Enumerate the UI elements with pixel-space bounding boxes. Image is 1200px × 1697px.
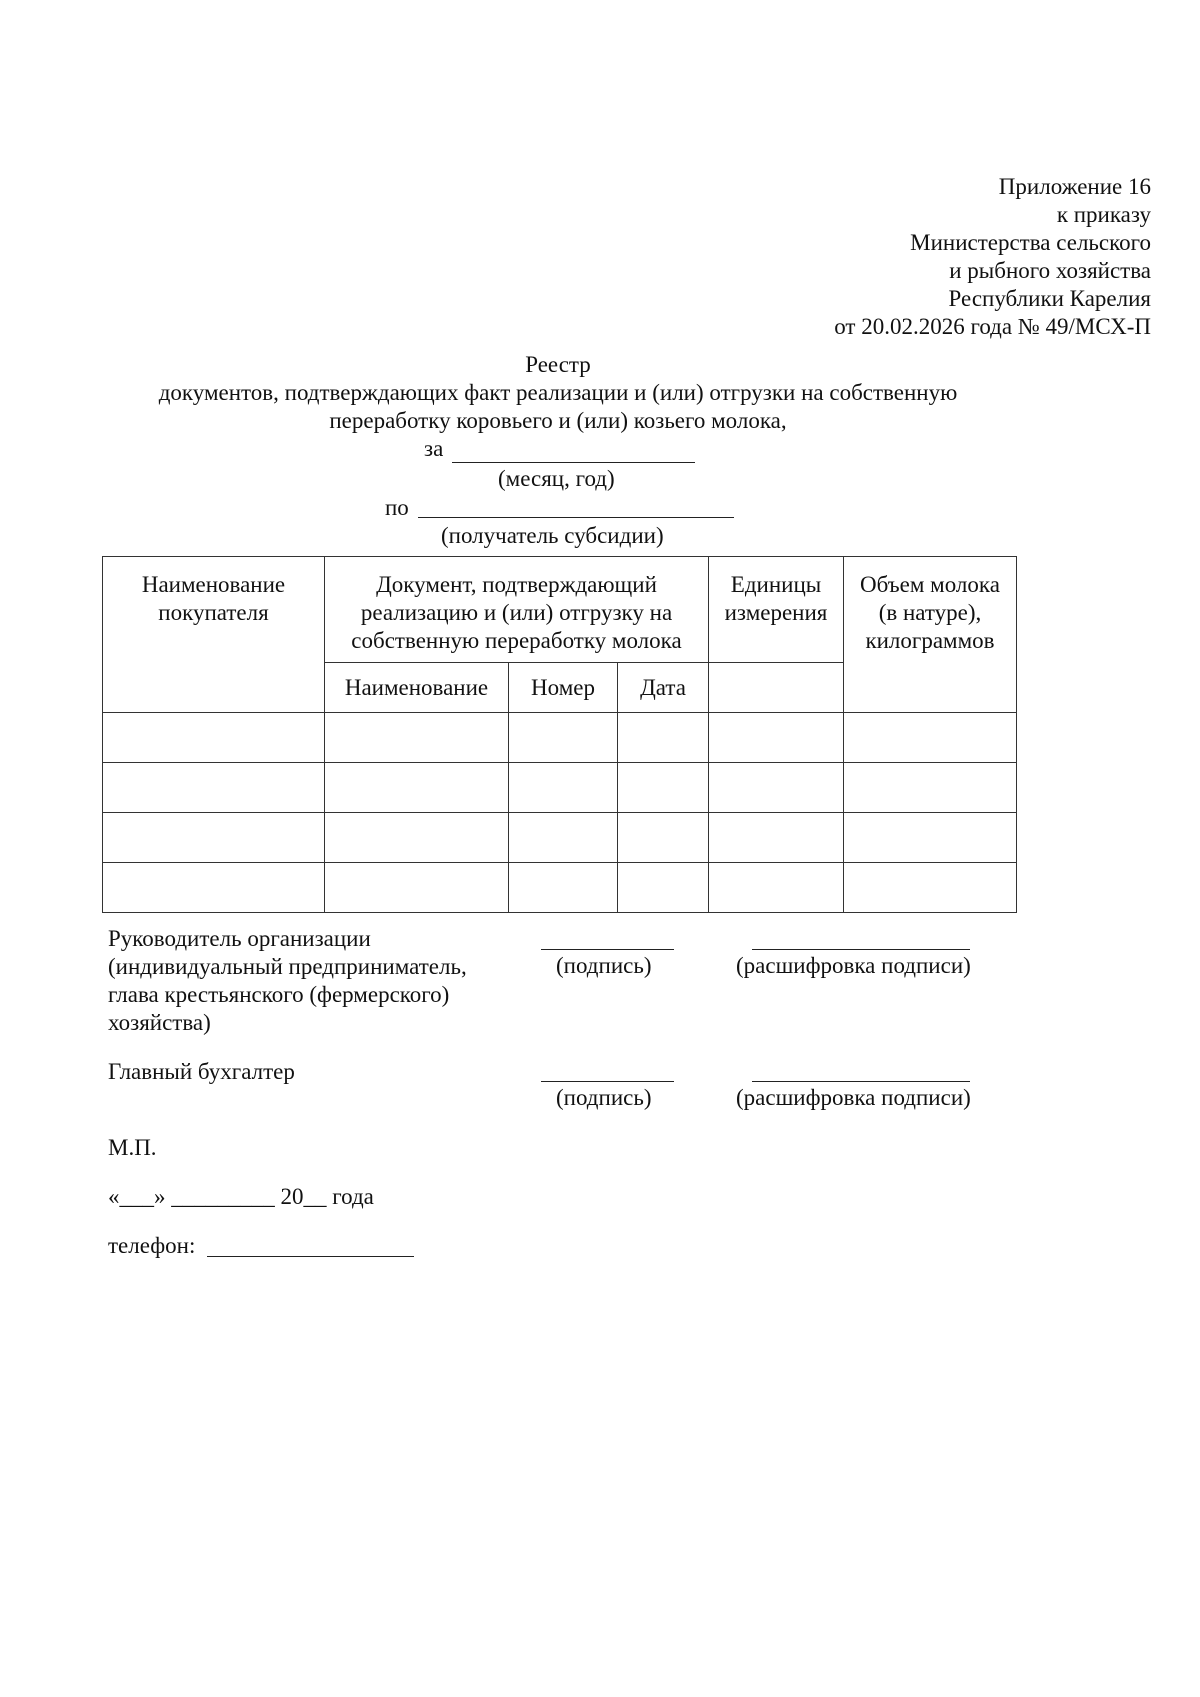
accountant-label: Главный бухгалтер	[108, 1059, 295, 1084]
appendix-line: Министерства сельского	[910, 230, 1151, 255]
head-decode-field[interactable]	[752, 949, 970, 950]
header-document: Документ, подтверждающий реализацию и (или) отгрузку на собственную переработку молока	[325, 557, 709, 663]
table-cell[interactable]	[509, 863, 618, 913]
document-title	[0, 351, 1116, 435]
table-cell[interactable]	[618, 763, 709, 813]
table-cell[interactable]	[325, 813, 509, 863]
head-signatory-label: Руководитель организации (индивидуальный предприниматель, глава крестьянского (фермерского) хозяйства)	[108, 926, 467, 1035]
date-field[interactable]: «___» _________ 20__ года	[108, 1184, 374, 1209]
table-cell[interactable]	[618, 713, 709, 763]
stamp-label: М.П.	[108, 1135, 157, 1160]
table-cell[interactable]	[709, 863, 844, 913]
accountant-decode-field[interactable]	[752, 1081, 970, 1082]
accountant-signature-caption: (подпись)	[556, 1085, 652, 1110]
recipient-caption: (получатель субсидии)	[441, 523, 664, 548]
accountant-signature-field[interactable]	[541, 1081, 674, 1082]
table-cell[interactable]	[325, 863, 509, 913]
appendix-line: Приложение 16	[998, 174, 1151, 199]
table-cell[interactable]	[103, 813, 325, 863]
table-row	[103, 713, 1017, 763]
table-cell[interactable]	[325, 713, 509, 763]
table-cell[interactable]	[709, 713, 844, 763]
head-signature-caption: (подпись)	[556, 953, 652, 978]
table-cell[interactable]	[618, 813, 709, 863]
header-units-empty	[709, 663, 844, 713]
table-cell[interactable]	[709, 813, 844, 863]
table-row	[103, 813, 1017, 863]
title-line-2: переработку коровьего и (или) козьего молока,	[329, 408, 787, 433]
appendix-line: и рыбного хозяйства	[949, 258, 1151, 283]
header-buyer: Наименование покупателя	[103, 557, 325, 713]
table-cell[interactable]	[103, 713, 325, 763]
appendix-header	[834, 173, 1151, 341]
table-cell[interactable]	[103, 763, 325, 813]
table-cell[interactable]	[103, 863, 325, 913]
header-units: Единицы измерения	[709, 557, 844, 663]
phone-label: телефон:	[108, 1233, 196, 1258]
table-row	[103, 863, 1017, 913]
header-volume: Объем молока (в натуре), килограммов	[844, 557, 1017, 713]
recipient-prefix: по	[385, 495, 409, 520]
table-cell[interactable]	[709, 763, 844, 813]
accountant-decode-caption: (расшифровка подписи)	[736, 1085, 971, 1110]
period-field[interactable]	[452, 462, 695, 463]
table-row	[103, 763, 1017, 813]
table-cell[interactable]	[844, 863, 1017, 913]
period-prefix: за	[424, 436, 444, 461]
table-cell[interactable]	[509, 713, 618, 763]
period-caption: (месяц, год)	[498, 466, 615, 491]
table-cell[interactable]	[325, 763, 509, 813]
table-cell[interactable]	[844, 763, 1017, 813]
table-cell[interactable]	[618, 863, 709, 913]
table-cell[interactable]	[509, 813, 618, 863]
appendix-line: Республики Карелия	[948, 286, 1151, 311]
header-doc-name: Наименование	[325, 663, 509, 713]
table-cell[interactable]	[509, 763, 618, 813]
appendix-line: к приказу	[1056, 202, 1151, 227]
header-doc-number: Номер	[509, 663, 618, 713]
registry-table	[102, 556, 1017, 913]
title-heading: Реестр	[525, 352, 591, 377]
recipient-field[interactable]	[418, 517, 734, 518]
title-line-1: документов, подтверждающих факт реализации и (или) отгрузки на собственную	[158, 380, 958, 405]
phone-field[interactable]	[207, 1256, 414, 1257]
table-cell[interactable]	[844, 813, 1017, 863]
appendix-line: от 20.02.2026 года № 49/МСХ-П	[834, 314, 1151, 339]
table-cell[interactable]	[844, 713, 1017, 763]
header-doc-date: Дата	[618, 663, 709, 713]
head-signature-field[interactable]	[541, 949, 674, 950]
head-decode-caption: (расшифровка подписи)	[736, 953, 971, 978]
